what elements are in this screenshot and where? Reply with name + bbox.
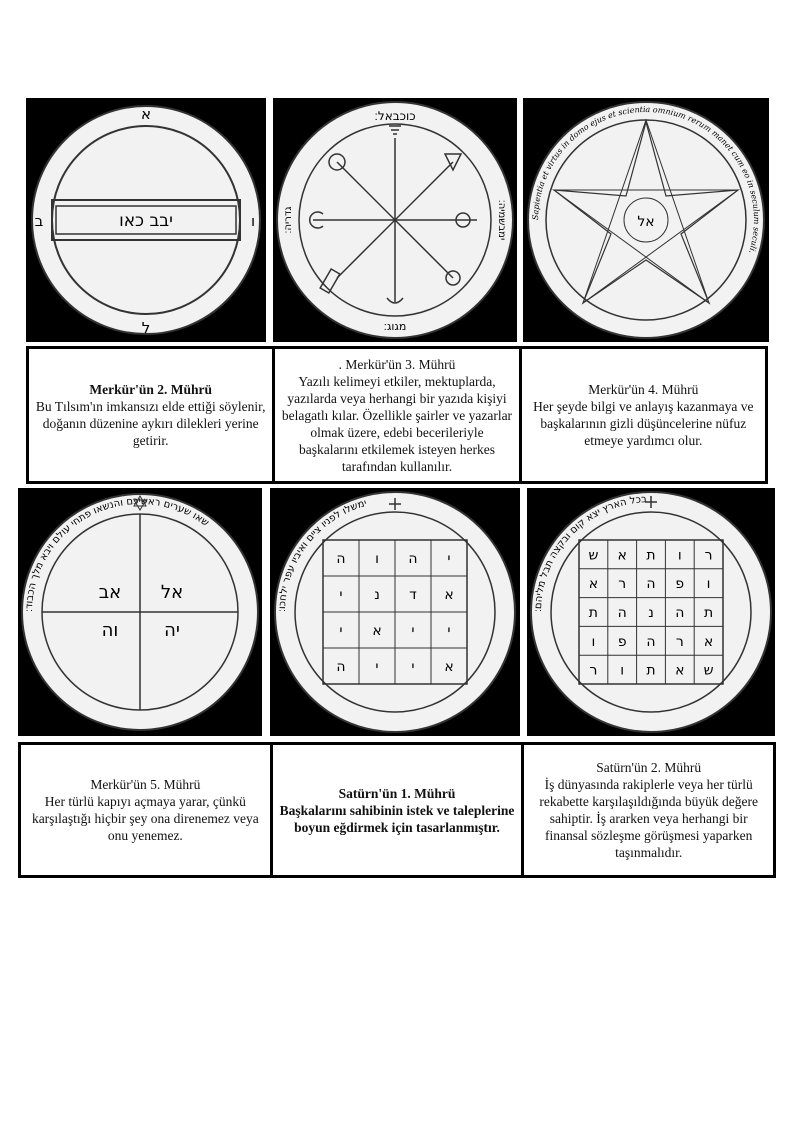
saturn-1-grid-letter: י bbox=[411, 659, 415, 675]
caption-title: Merkür'ün 4. Mührü bbox=[588, 382, 699, 397]
saturn-2-grid-letter: ו bbox=[677, 547, 682, 564]
saturn-1-grid-letter: י bbox=[375, 659, 379, 675]
caption-text: Her türlü kapıyı açmaya yarar, çünkü karşılaştığı hiçbir şey ona direnemez veya onu yenemez. bbox=[31, 794, 259, 843]
caption-title: . Merkür'ün 3. Mührü bbox=[338, 356, 456, 372]
saturn-1-grid-letter: נ bbox=[374, 587, 380, 603]
caption-mercury-5 bbox=[21, 745, 270, 875]
caption-saturn-1 bbox=[270, 745, 522, 875]
saturn-1-grid-letter: י bbox=[339, 587, 343, 603]
saturn-1-grid-letter: ה bbox=[336, 659, 346, 675]
saturn-2-grid-letter: ר bbox=[675, 633, 684, 650]
mercury-3-bottom-text: מגוג׃ bbox=[383, 320, 407, 333]
saturn-2-grid-letter: ו bbox=[591, 633, 596, 650]
saturn-2-grid-letter: א bbox=[675, 662, 685, 679]
caption-title: Merkür'ün 2. Mührü bbox=[89, 382, 212, 397]
caption-saturn-2 bbox=[521, 745, 773, 875]
mercury-2-letter-left: ב bbox=[34, 212, 44, 230]
saturn-2-grid-letter: ו bbox=[706, 576, 711, 593]
saturn-2-grid-letter: ת bbox=[588, 605, 599, 621]
mercury-3-top-text: כוכבאל׃ bbox=[374, 109, 416, 123]
caption-row-1 bbox=[26, 346, 768, 484]
saturn-2-grid-letter: א bbox=[617, 547, 627, 564]
caption-title: Satürn'ün 2. Mührü bbox=[596, 760, 702, 775]
saturn-2-grid-letter: ו bbox=[620, 662, 625, 679]
mercury-4-center-text: אל bbox=[637, 214, 655, 230]
saturn-2-grid-letter: פ bbox=[617, 633, 627, 650]
caption-text: Başkalarını sahibinin istek ve taleplerine boyun eğdirmek için tasarlanmıştır. bbox=[279, 802, 515, 835]
saturn-1-grid-letter: ו bbox=[375, 551, 379, 567]
caption-text: Her şeyde bilgi ve anlayış kazanmaya ve başkalarının gizli düşüncelerine nüfuz etmeye yardımcı olur. bbox=[533, 399, 754, 448]
saturn-1-grid-letter: י bbox=[339, 623, 343, 639]
saturn-1-grid-letter: א bbox=[444, 659, 454, 675]
mercury-5-q3: וה bbox=[101, 620, 119, 641]
mercury-4-rim-text: Sapientia et virtus in domo ejus et scientia omnium rerum manet cum eo in seculum seculi. bbox=[530, 104, 762, 255]
saturn-1-grid-letter: א bbox=[444, 587, 454, 603]
saturn-1-grid-letter: ד bbox=[409, 587, 417, 603]
saturn-2-grid-letter: פ bbox=[675, 576, 685, 593]
mercury-2-band-text: יבב כאו bbox=[119, 211, 173, 231]
mercury-2-letter-right: ו bbox=[250, 212, 256, 230]
caption-text: İş dünyasında rakiplerle veya her türlü rekabette karşılaşıldığında büyük değere sahiptir. İş ararken veya herhangi bir finansal sözleşme görüşmesi yaparken taşınmalıdır. bbox=[539, 777, 758, 860]
caption-row-2 bbox=[18, 742, 776, 878]
saturn-2-seal-drawing bbox=[527, 488, 775, 736]
saturn-2-grid-letter: ת bbox=[703, 605, 714, 621]
saturn-2-grid-letter: א bbox=[703, 633, 714, 650]
mercury-3-seal-drawing bbox=[273, 98, 517, 342]
saturn-1-grid-letter: ה bbox=[336, 551, 346, 567]
saturn-2-grid-letter: ר bbox=[704, 547, 713, 564]
mercury-5-q2: אל bbox=[160, 582, 184, 603]
saturn-2-grid-letter: ה bbox=[646, 576, 656, 593]
saturn-2-grid-letter: ש bbox=[703, 662, 714, 679]
saturn-2-grid-letter: ר bbox=[618, 576, 627, 593]
saturn-2-grid-letter: א bbox=[588, 576, 599, 593]
saturn-2-rim-text: בכל הארץ יצא קום ובקצה תבל מליהם׃ bbox=[532, 494, 648, 613]
seal-image-saturn-2 bbox=[527, 488, 775, 736]
saturn-2-grid-letter: ה bbox=[617, 605, 627, 621]
caption-mercury-2 bbox=[29, 349, 272, 481]
mercury-2-seal-drawing bbox=[26, 98, 266, 342]
saturn-1-seal-drawing bbox=[270, 488, 520, 736]
saturn-1-grid-letter: י bbox=[447, 623, 451, 639]
mercury-5-q4: יה bbox=[164, 620, 180, 641]
mercury-5-rim-text: שאו שערים ראשיכם והנשאו פתחי עולם ויבא מלך הכבוד׃ bbox=[23, 495, 211, 613]
saturn-2-grid-letter: ש bbox=[588, 547, 599, 564]
mercury-3-left-text: גדריה׃ bbox=[283, 206, 294, 234]
mercury-5-seal-drawing bbox=[18, 488, 262, 736]
saturn-1-grid-letter: א bbox=[372, 623, 382, 639]
caption-text: Yazılı kelimeyi etkiler, mektuplarda, yazılarda veya herhangi bir yazıda kişiyi belagatlı kılar. Özellikle şairler ve yazarlar olmak üzere, edebi becerileriyle başkalarını etkilemek isteyen herkes tarafından kullanılır. bbox=[281, 373, 513, 474]
saturn-1-grid-letter: ה bbox=[408, 551, 418, 567]
saturn-2-grid-letter: נ bbox=[648, 605, 654, 621]
caption-title: Merkür'ün 5. Mührü bbox=[90, 777, 201, 792]
seal-image-mercury-3 bbox=[273, 98, 517, 342]
seal-image-saturn-1 bbox=[270, 488, 520, 736]
caption-title: Satürn'ün 1. Mührü bbox=[338, 785, 456, 801]
saturn-2-grid-letter: ה bbox=[675, 605, 685, 621]
seal-image-mercury-2 bbox=[26, 98, 266, 342]
mercury-5-q1: אב bbox=[98, 582, 122, 603]
mercury-4-seal-drawing bbox=[523, 98, 769, 342]
caption-mercury-4 bbox=[519, 349, 765, 481]
mercury-2-letter-top: א bbox=[140, 105, 152, 123]
saturn-2-grid-letter: ת bbox=[646, 547, 656, 564]
saturn-1-grid-letter: י bbox=[411, 623, 415, 639]
seal-image-mercury-5 bbox=[18, 488, 262, 736]
caption-mercury-3 bbox=[272, 349, 518, 481]
saturn-2-grid-letter: ר bbox=[589, 662, 598, 679]
seal-image-mercury-4 bbox=[523, 98, 769, 342]
saturn-1-grid-letter: י bbox=[447, 551, 451, 567]
saturn-1-rim-text: ימשלו לפניו ציים ואיביו עפר ילחכו׃ bbox=[276, 497, 369, 613]
mercury-3-right-text: ימבשמיה׃ bbox=[496, 199, 507, 241]
caption-text: Bu Tılsım'ın imkansızı elde ettiği söylenir, doğanın düzenine aykırı dilekleri yerine getirir. bbox=[35, 399, 266, 448]
saturn-2-grid-letter: ה bbox=[646, 633, 656, 650]
mercury-2-letter-bottom: ל bbox=[141, 319, 151, 337]
saturn-2-grid-letter: ת bbox=[646, 662, 656, 679]
